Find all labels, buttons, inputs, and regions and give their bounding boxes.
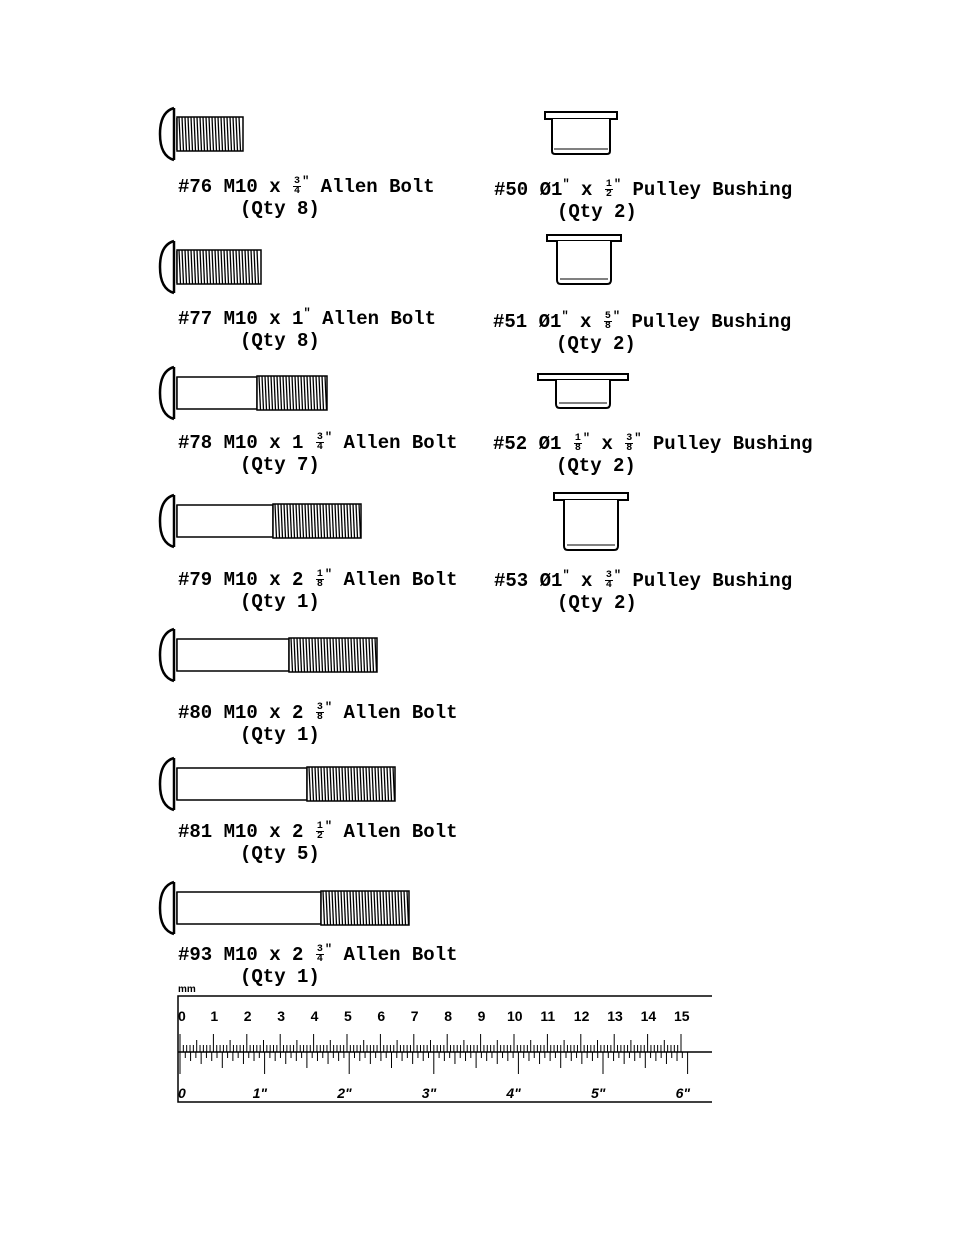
ruler-cm-label: 8 [444, 1008, 452, 1024]
ruler-inch-label: 2" [337, 1085, 352, 1101]
bolt-93-label: #93 M10 x 2 $\frac{3}{4}$ " Allen Bolt [178, 942, 458, 966]
bushing-53-qty: (Qty 2) [557, 592, 637, 614]
ruler-inch-label: 6" [675, 1085, 691, 1101]
bolt-76-label: #76 M10 x $\frac{3}{4}$ " Allen Bolt [178, 174, 435, 198]
bolt-head [160, 758, 174, 810]
fraction: $\frac{1}{2}$ [316, 821, 323, 843]
bolt-80-drawing [158, 625, 388, 689]
ruler-cm-label: 14 [640, 1008, 657, 1024]
bolt-76-drawing [158, 104, 258, 168]
bolt-79-qty: (Qty 1) [240, 591, 320, 613]
bolt-77-label: #77 M10 x 1" Allen Bolt [178, 306, 437, 330]
ruler-cm-label: 15 [674, 1008, 690, 1024]
bolt-93-drawing [158, 878, 418, 942]
bushing-53-label: #53 Ø1" x $\frac{3}{4}$ " Pulley Bushing [494, 568, 793, 592]
thread-lines [323, 891, 409, 925]
fraction: $\frac{3}{4}$ [605, 570, 612, 592]
bushing-51-label: #51 Ø1" x $\frac{5}{8}$ " Pulley Bushing [493, 309, 792, 333]
ruler-inch-label: 5" [591, 1085, 606, 1101]
fraction: $\frac{3}{4}$ [316, 432, 323, 454]
bolt-76-qty: (Qty 8) [240, 198, 320, 220]
bushing-50-qty: (Qty 2) [557, 201, 637, 223]
ruler-inch-label: 1" [252, 1085, 268, 1101]
bolt-shank [177, 639, 289, 671]
ruler-cm-label: 2 [243, 1008, 252, 1024]
ruler-cm-label: 3 [277, 1008, 285, 1024]
fraction: $\frac{1}{2}$ [605, 179, 612, 201]
ruler-cm-label: 11 [540, 1008, 556, 1024]
ruler-cm-label: 13 [607, 1008, 623, 1024]
bolt-head [160, 241, 174, 293]
bolt-shank [177, 505, 273, 537]
bolt-80-label: #80 M10 x 2 $\frac{3}{8}$ " Allen Bolt [178, 700, 458, 724]
fraction: $\frac{3}{4}$ [316, 944, 323, 966]
ruler-cm-label: 9 [477, 1008, 486, 1024]
bushing-51-qty: (Qty 2) [556, 333, 636, 355]
bolt-79-drawing [158, 491, 368, 555]
bushing-52-label: #52 Ø1 $\frac{1}{8}$ " x $\frac{3}{8}$ " Pulley Bushing [493, 431, 813, 455]
bolt-80-qty: (Qty 1) [240, 724, 320, 746]
thread-lines [291, 638, 377, 672]
bolt-77-drawing [158, 237, 278, 301]
bolt-head [160, 882, 174, 934]
ruler-cm-label: 1 [210, 1008, 219, 1024]
bolt-81-drawing [158, 754, 403, 818]
thread-lines [275, 504, 361, 538]
ruler-inch-label: 3" [421, 1085, 437, 1101]
bolt-81-qty: (Qty 5) [240, 843, 320, 865]
bolt-head [160, 108, 174, 160]
ruler-cm-label: 7 [410, 1008, 419, 1024]
ruler-cm-label: 5 [344, 1008, 352, 1024]
bolt-78-label: #78 M10 x 1 $\frac{3}{4}$ " Allen Bolt [178, 430, 458, 454]
bushing-53-drawing [550, 490, 634, 556]
bolt-78-drawing [158, 363, 338, 427]
fraction: $\frac{5}{8}$ [604, 311, 611, 333]
bushing-52-qty: (Qty 2) [556, 455, 636, 477]
ruler-cm-label: 0 [178, 1008, 186, 1024]
bolt-shank [177, 892, 321, 924]
bolt-shank [177, 768, 307, 800]
bolt-77-qty: (Qty 8) [240, 330, 320, 352]
bushing-50-label: #50 Ø1" x $\frac{1}{2}$ " Pulley Bushing [494, 177, 793, 201]
bolt-head [160, 367, 174, 419]
ruler-inch-label: 4" [506, 1085, 521, 1101]
fraction: $\frac{1}{8}$ [316, 569, 323, 591]
ruler-unit-label: mm [178, 984, 196, 995]
bolt-head [160, 495, 174, 547]
bushing-52-drawing [534, 370, 634, 416]
ruler-cm-label: 10 [507, 1008, 523, 1024]
bushing-50-drawing [540, 108, 624, 160]
bolt-81-label: #81 M10 x 2 $\frac{1}{2}$ " Allen Bolt [178, 819, 458, 843]
bushing-51-drawing [543, 232, 627, 292]
fraction: $\frac{3}{4}$ [294, 176, 301, 198]
fraction: $\frac{3}{8}$ [316, 702, 323, 724]
ruler [172, 980, 712, 1110]
bolt-93-qty: (Qty 1) [240, 966, 320, 988]
ruler-cm-label: 12 [573, 1008, 590, 1024]
ruler-cm-label: 6 [377, 1008, 386, 1024]
bolt-79-label: #79 M10 x 2 $\frac{1}{8}$ " Allen Bolt [178, 567, 458, 591]
bolt-head [160, 629, 174, 681]
thread-lines [309, 767, 395, 801]
fraction: $\frac{3}{8}$ [626, 433, 633, 455]
ruler-inch-label: 0 [178, 1085, 186, 1101]
bolt-shank [177, 377, 257, 409]
fraction: $\frac{1}{8}$ [574, 433, 581, 455]
bolt-78-qty: (Qty 7) [240, 454, 320, 476]
ruler-cm-label: 4 [310, 1008, 319, 1024]
